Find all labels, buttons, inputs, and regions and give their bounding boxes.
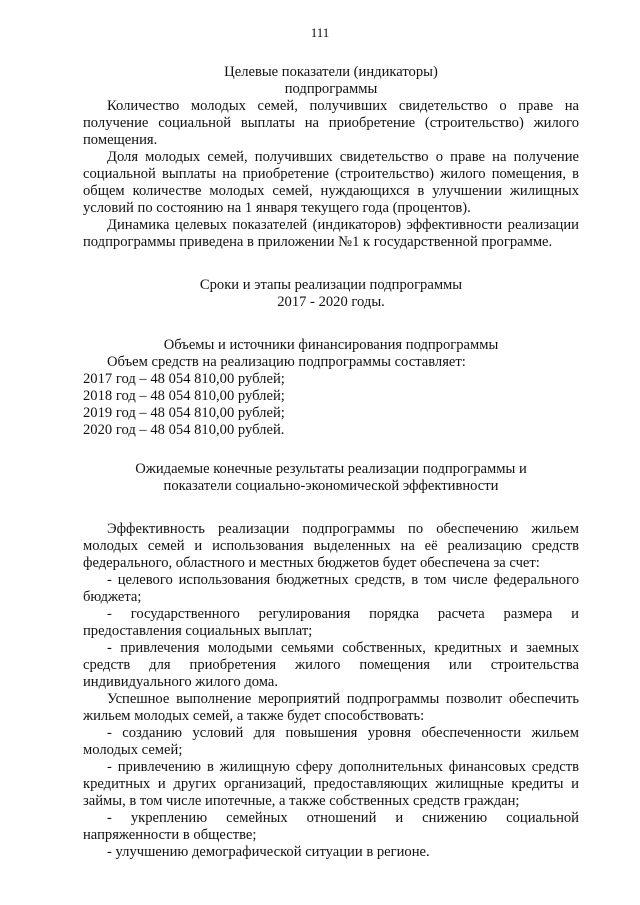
list-item-targeted-use: - целевого использования бюджетных средств, в том числе федерального бюджета; xyxy=(83,572,579,605)
list-item-own-funds: - привлечения молодыми семьями собственных, кредитных и заемных средств для приобретения жилого помещения или строительства индивидуального жилого дома. xyxy=(83,640,579,690)
section-title-financing: Объемы и источники финансирования подпрограммы xyxy=(163,337,499,353)
list-item-housing-conditions: - созданию условий для повышения уровня обеспеченности жильем молодых семей; xyxy=(83,725,579,758)
section-title-timeline: Сроки и этапы реализации подпрограммы xyxy=(199,277,463,293)
page-number: 111 xyxy=(310,25,330,40)
financing-year-2019: 2019 год – 48 054 810,00 рублей; xyxy=(83,405,285,421)
page-content xyxy=(83,64,579,861)
section-subtitle-subprogram: подпрограммы xyxy=(284,81,378,97)
section-subtitle-efficiency: показатели социально-экономической эффективности xyxy=(163,478,499,494)
list-item-additional-funding: - привлечению в жилищную сферу дополнительных финансовых средств кредитных и других организаций, предоставляющих жилищные кредиты и займы, в том числе ипотечные, а также собственных средств граждан; xyxy=(83,759,579,809)
paragraph-indicator-share: Доля молодых семей, получивших свидетельство о праве на получение социальной выплаты на приобретение (строительство) жилого помещения, в общем количестве молодых семей, нуждающихся в улучшении жилищных условий по состоянию на 1 января текущего года (процентов). xyxy=(83,149,579,216)
list-item-state-regulation: - государственного регулирования порядка расчета размера и предоставления социальных выплат; xyxy=(83,606,579,639)
section-title-target-indicators: Целевые показатели (индикаторы) xyxy=(224,64,438,80)
paragraph-successful-implementation: Успешное выполнение мероприятий подпрограммы позволит обеспечить жильем молодых семей, а также будет способствовать: xyxy=(83,691,579,724)
list-item-family-relations: - укреплению семейных отношений и снижению социальной напряженности в обществе; xyxy=(83,810,579,843)
timeline-years: 2017 - 2020 годы. xyxy=(277,294,385,310)
financing-year-2018: 2018 год – 48 054 810,00 рублей; xyxy=(83,388,285,404)
paragraph-indicator-count: Количество молодых семей, получивших свидетельство о праве на получение социальной выплаты на приобретение (строительство) жилого помещения. xyxy=(83,98,579,148)
section-title-results: Ожидаемые конечные результаты реализации подпрограммы и xyxy=(135,461,527,477)
paragraph-indicator-dynamics: Динамика целевых показателей (индикаторов) эффективности реализации подпрограммы приведена в приложении №1 к государственной программе. xyxy=(83,217,579,250)
financing-intro: Объем средств на реализацию подпрограммы составляет: xyxy=(107,354,466,370)
financing-year-2020: 2020 год – 48 054 810,00 рублей. xyxy=(83,422,285,438)
financing-year-2017: 2017 год – 48 054 810,00 рублей; xyxy=(83,371,285,387)
paragraph-efficiency: Эффективность реализации подпрограммы по обеспечению жильем молодых семей и использования выделенных на её реализацию средств федерального, областного и местных бюджетов будет обеспечена за счет: xyxy=(83,521,579,571)
list-item-demography: - улучшению демографической ситуации в регионе. xyxy=(107,844,430,860)
